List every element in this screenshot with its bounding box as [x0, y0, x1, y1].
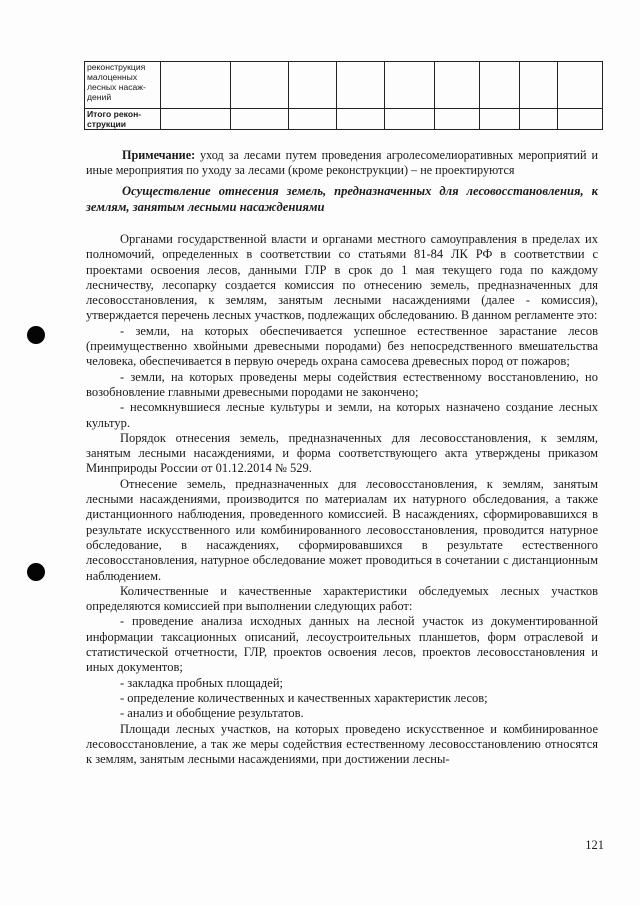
table-cell	[480, 62, 520, 109]
paragraph: Отнесение земель, предназначенных для лесовосстановления, к землям, занятым лесными насаждениями, производится по материалам их натурного обследования, а также дистанционного наблюдения, проведенного комиссией. В насаждениях, сформировавшихся в результате искусственного или комбинированного лесовосстановления, проводится натурное обследование, в насаждениях, сформировавшихся в результате естественного лесовосстановления, натурное обследование может проводиться в сочетании с дистанционным наблюдением.	[86, 476, 598, 583]
table-cell	[558, 109, 603, 130]
paragraph: - закладка пробных площадей;	[120, 675, 283, 690]
note-text: уход за лесами путем проведения агролесомелиоративных мероприятий и иные мероприятия по уходу за лесами (кроме реконструкции) – не проектируются	[86, 148, 598, 177]
table-cell	[385, 62, 435, 109]
paragraph: Количественные и качественные характеристики обследуемых лесных участков определяются комиссией при выполнении следующих работ:	[86, 583, 598, 614]
punch-hole-top	[27, 326, 45, 344]
table-cell	[231, 62, 289, 109]
work-volume-table	[84, 61, 603, 130]
table-note	[86, 148, 598, 178]
table-cell	[231, 109, 289, 130]
paragraph: - анализ и обобщение результатов.	[120, 706, 304, 721]
paragraph: Площади лесных участков, на которых проведено искусственное и комбинированное лесовосстановление, а так же меры содействия естественному лесовосстановлению относятся к землям, занятым лесными насаждениями, при достижении лесны-	[86, 721, 598, 767]
table-row	[85, 109, 603, 130]
paragraph: - земли, на которых проведены меры содействия естественному восстановлению, но возобновление главными древесными породами не закончено;	[86, 369, 598, 399]
section-heading: Осуществление отнесения земель, предназначенных для лесовосстановления, к землям, занятым лесными насаждениями	[86, 184, 598, 214]
table-cell	[337, 62, 385, 109]
page-number: 121	[585, 838, 604, 852]
table-row	[85, 62, 603, 109]
table-cell	[435, 109, 480, 130]
table-cell	[480, 109, 520, 130]
table-cell	[558, 62, 603, 109]
table-cell	[385, 109, 435, 130]
paragraph: Органами государственной власти и органами местного самоуправления в пределах их полномочий, определенных в соответствии со статьями 81-84 ЛК РФ в соответствии с проектами освоения лесов, данными ГЛР в срок до 1 мая текущего года по каждому лесничеству, лесопарку создается комиссия по отнесению земель, предназначенных для лесовосстановления, к землям, занятым лесными насаждениями (далее - комиссия), утверждается перечень лесных участков, подлежащих обследованию. В данном регламенте это:	[86, 232, 598, 323]
body-text	[86, 232, 598, 767]
table-cell	[520, 109, 558, 130]
paragraph: Порядок отнесения земель, предназначенных для лесовосстановления, к землям, занятым лесными насаждениями, и форма соответствующего акта утверждены приказом Минприроды России от 01.12.2014 № 529.	[86, 430, 598, 476]
table-cell	[161, 62, 231, 109]
table-cell	[337, 109, 385, 130]
note-label: Примечание:	[122, 148, 196, 162]
paragraph: - несомкнувшиеся лесные культуры и земли, на которых назначено создание лесных культур.	[86, 400, 598, 430]
table-row-label: реконструкция малоценных лесных насаж- дений	[85, 62, 161, 109]
paragraph: - земли, на которых обеспечивается успешное естественное зарастание лесов (преимущественно хвойными древесными породами) без непосредственного вмешательства человека, обеспечивается в первую очередь охрана самосева древесных пород от пожаров;	[86, 323, 598, 369]
paragraph: - определение количественных и качественных характеристик лесов;	[120, 690, 488, 705]
punch-hole-bottom	[27, 563, 45, 581]
table-cell	[289, 109, 337, 130]
table-cell	[289, 62, 337, 109]
table-cell	[435, 62, 480, 109]
table-row-label: Итого рекон- струкции	[85, 109, 161, 130]
paragraph: - проведение анализа исходных данных на лесной участок из документированной информации таксационных описаний, лесоустроительных планшетов, форм отраслевой и статистической отчетности, ГЛР, проектов освоения лесов, проектов лесовосстановления и иных документов;	[86, 614, 598, 675]
table-cell	[161, 109, 231, 130]
table-cell	[520, 62, 558, 109]
